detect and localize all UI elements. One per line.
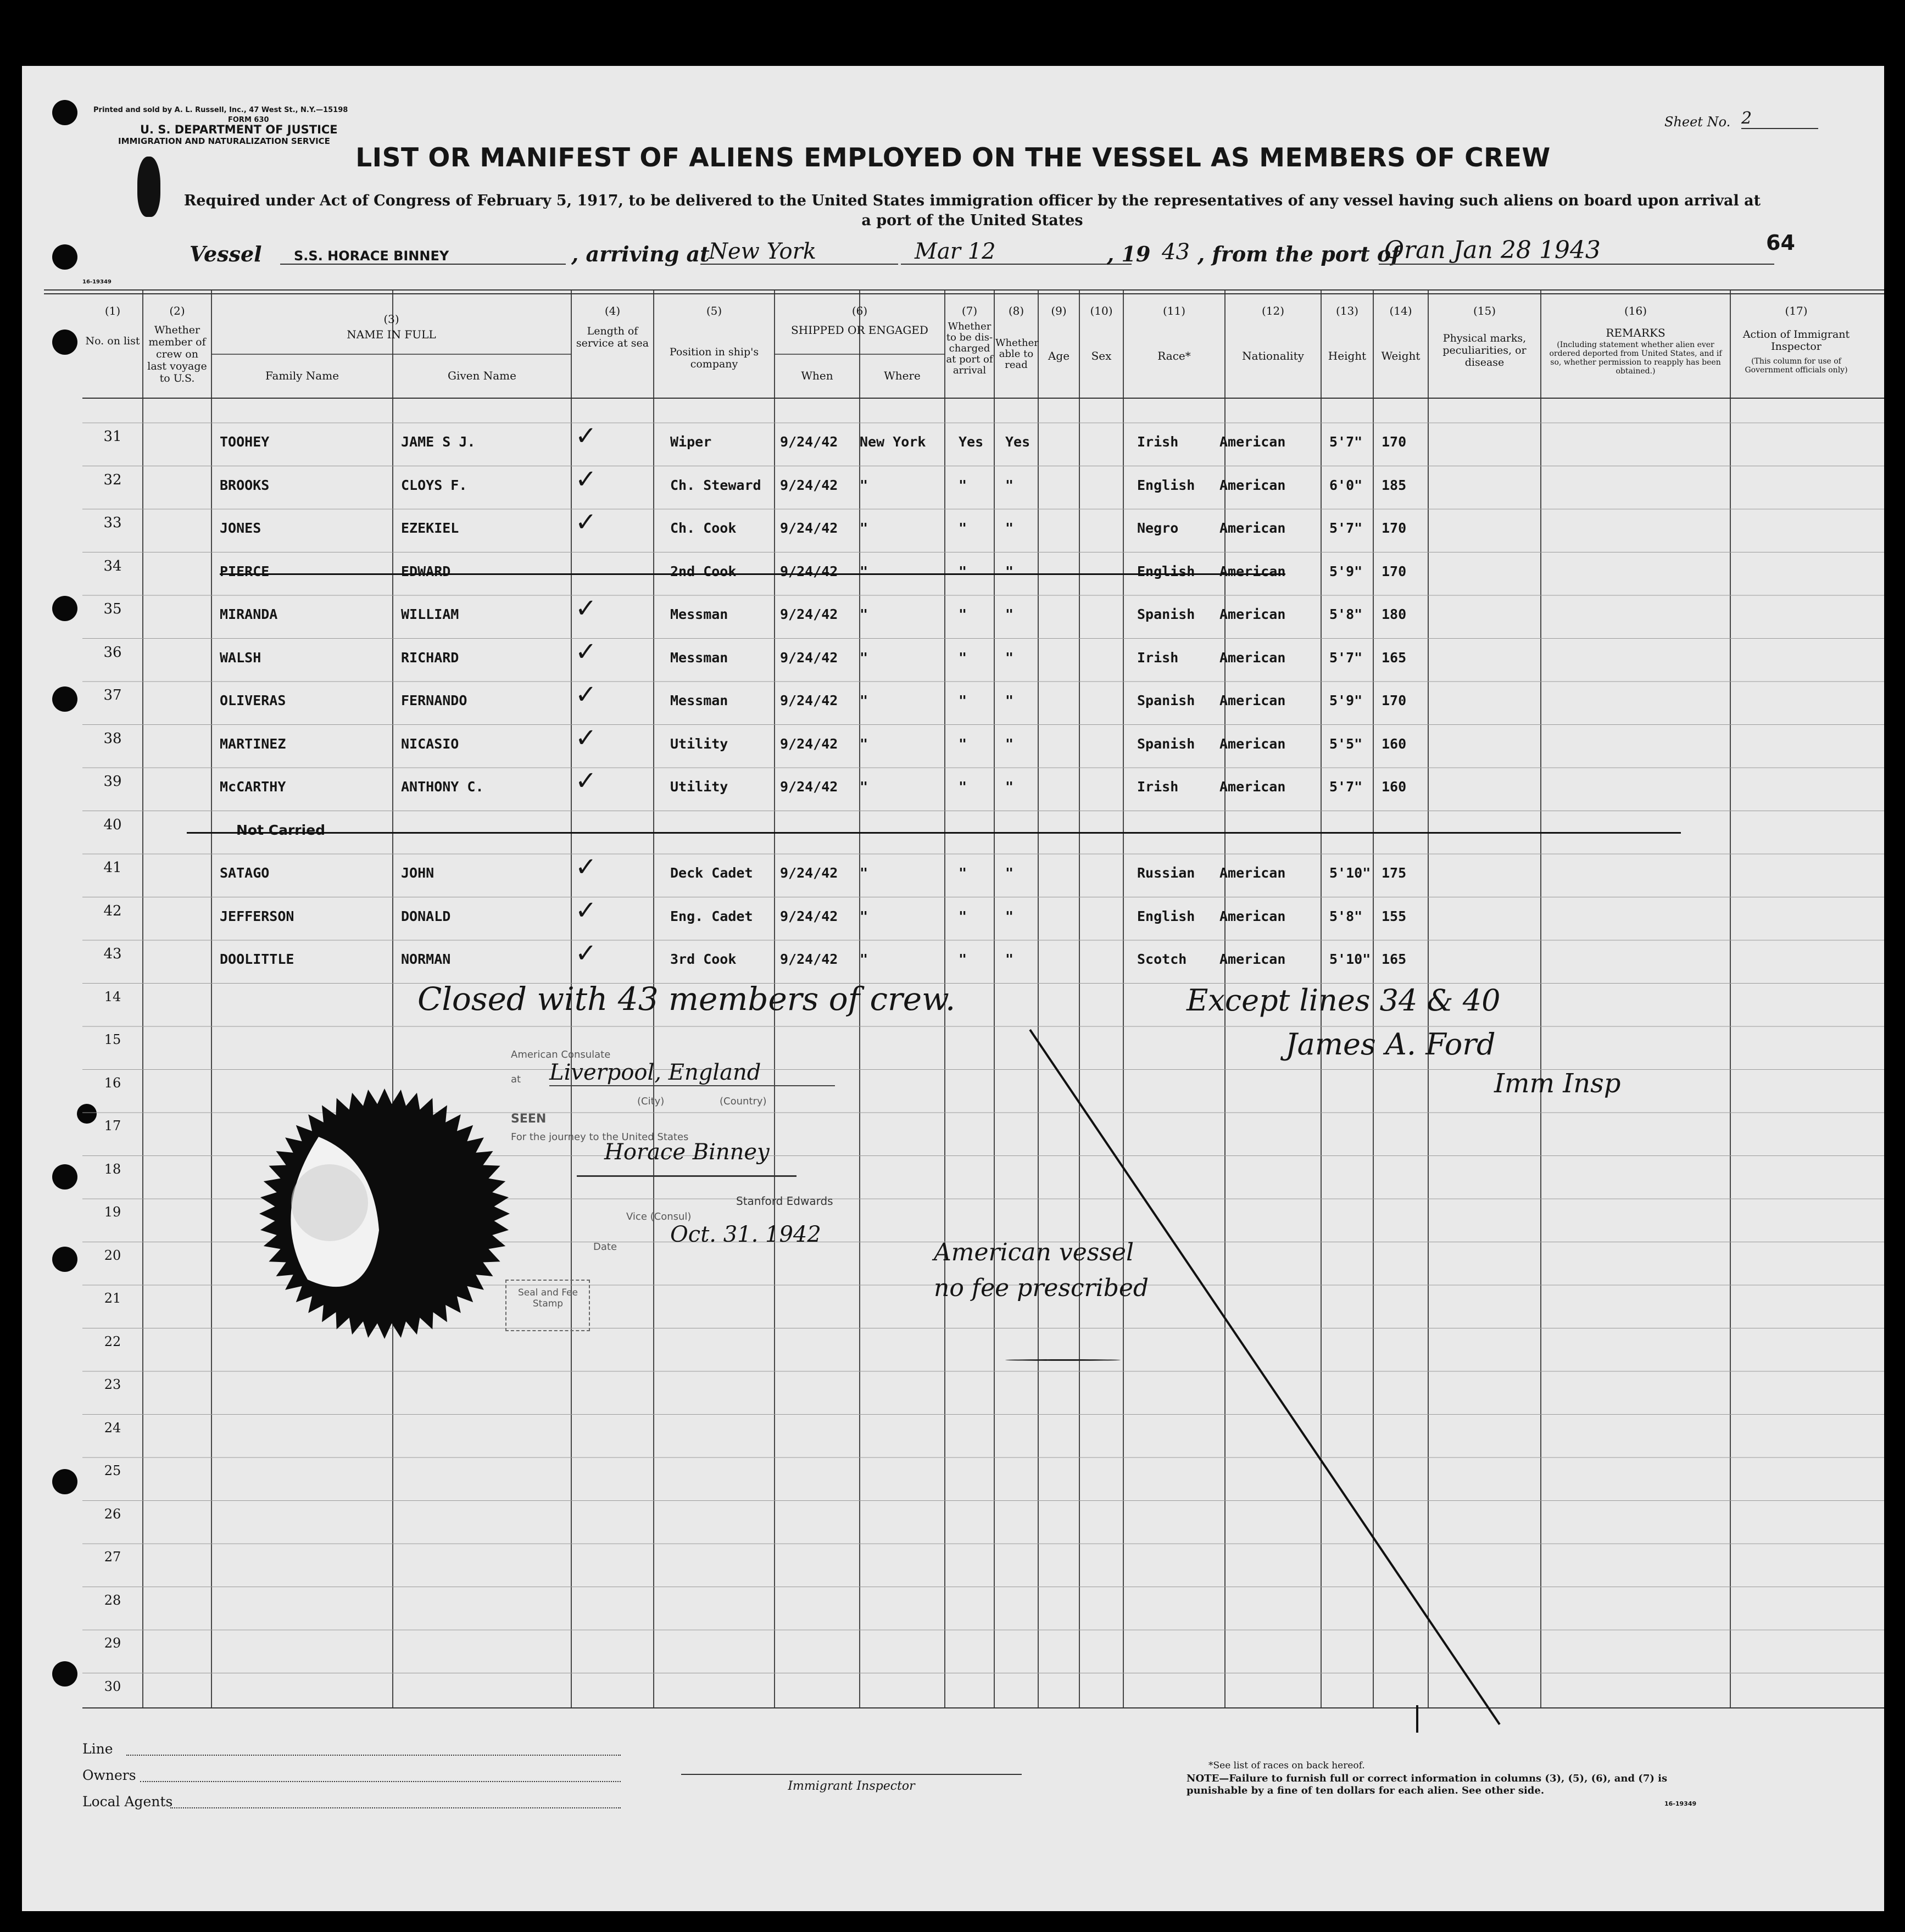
position: Messman <box>670 693 728 708</box>
col-3-num: (3) <box>383 312 399 326</box>
race: English <box>1137 563 1195 579</box>
col-7-num: (7) <box>961 304 978 317</box>
shipped-where: " <box>860 606 868 622</box>
service-check: ✓ <box>577 848 595 883</box>
height: 5'10" <box>1329 951 1371 967</box>
footer-note: NOTE—Failure to furnish full or correct information in columns (3), (5), (6), and (7) is punishable by a fine of ten dollars for each alien. See other side. <box>1187 1773 1668 1796</box>
family-name-header: Family Name <box>265 369 339 382</box>
consulate-at-label: at <box>511 1074 521 1085</box>
shipped-when: 9/24/42 <box>780 908 838 924</box>
shipped-where: " <box>860 649 868 666</box>
row-number: 30 <box>104 1678 121 1694</box>
sheet-number: 2 <box>1741 109 1818 129</box>
nationality: American <box>1219 606 1286 622</box>
row-number: 35 <box>103 601 122 617</box>
weight: 155 <box>1382 908 1407 924</box>
col-17-num: (17) <box>1785 304 1808 317</box>
able-to-read: " <box>1005 477 1014 493</box>
height: 5'10" <box>1329 865 1371 881</box>
able-to-read: " <box>1005 865 1014 881</box>
except-note: Except lines 34 & 40 <box>1187 983 1501 1018</box>
col-1-label: No. on list <box>85 335 140 347</box>
able-to-read: Yes <box>1005 434 1031 450</box>
discharged: " <box>959 606 967 622</box>
col-12-label: Nationality <box>1242 349 1304 362</box>
nationality: American <box>1219 951 1286 967</box>
discharged: " <box>959 908 967 924</box>
service-check: ✓ <box>577 891 595 926</box>
shipped-when: 9/24/42 <box>780 520 838 536</box>
row-number: 25 <box>104 1463 121 1478</box>
form-code: 16-19349 <box>82 279 112 285</box>
service-check: ✓ <box>577 504 595 538</box>
race: Spanish <box>1137 693 1195 708</box>
height: 5'7" <box>1329 434 1363 450</box>
weight: 160 <box>1382 779 1407 795</box>
height: 5'7" <box>1329 649 1363 666</box>
able-to-read: " <box>1005 735 1014 752</box>
family-name: JONES <box>220 520 261 536</box>
service-check: ✓ <box>577 633 595 668</box>
nationality: American <box>1219 779 1286 795</box>
family-name: Not Carried <box>236 822 326 838</box>
footer-code: 16-19349 <box>1664 1800 1697 1807</box>
arrival-date: Mar 12 <box>915 239 996 264</box>
consulate-vessel: Horace Binney <box>604 1140 770 1165</box>
position: Utility <box>670 735 728 752</box>
given-name-header: Given Name <box>448 369 516 382</box>
discharged: " <box>959 865 967 881</box>
manifest-sheet <box>22 66 1884 1911</box>
action-note: (This column for use of Government officials only) <box>1745 357 1848 375</box>
race: Irish <box>1137 649 1179 666</box>
position: 3rd Cook <box>670 951 737 967</box>
weight: 170 <box>1382 434 1407 450</box>
family-name: MIRANDA <box>220 606 278 622</box>
position: Eng. Cadet <box>670 908 753 924</box>
position: Utility <box>670 779 728 795</box>
row-number: 43 <box>103 946 122 962</box>
given-name: DONALD <box>401 908 451 924</box>
able-to-read: " <box>1005 649 1014 666</box>
owners-label: Owners <box>82 1767 136 1783</box>
family-name: MARTINEZ <box>220 735 286 752</box>
cancel-diagonal <box>22 66 1884 1911</box>
shipped-when: 9/24/42 <box>780 477 838 493</box>
form-number: FORM 630 <box>228 116 269 124</box>
shipped-where: " <box>860 735 868 752</box>
able-to-read: " <box>1005 951 1014 967</box>
service-check: ✓ <box>577 417 595 452</box>
col-5-num: (5) <box>706 304 722 317</box>
arriving-label: , arriving at <box>571 242 710 266</box>
col-15-label: Physical marks, peculiarities, or disease <box>1442 332 1527 368</box>
given-name: NORMAN <box>401 951 451 967</box>
inspector-signature: James A. Ford <box>1285 1027 1496 1062</box>
service-check: ✓ <box>577 762 595 797</box>
consul-label: Vice (Consul) <box>626 1211 692 1222</box>
row-number: 15 <box>104 1032 121 1047</box>
consulate-header: American Consulate <box>511 1049 611 1060</box>
discharged: " <box>959 477 967 493</box>
from-port: Oran Jan 28 1943 <box>1384 236 1601 264</box>
immigrant-inspector-label: Immigrant Inspector <box>788 1779 915 1793</box>
nationality: American <box>1219 520 1286 536</box>
consul-name: Stanford Edwards <box>736 1194 833 1208</box>
height: 5'7" <box>1329 520 1363 536</box>
page-number: 64 <box>1766 231 1795 255</box>
weight: 160 <box>1382 735 1407 752</box>
consulate-city: Liverpool, England <box>549 1060 835 1086</box>
shipped-where: " <box>860 779 868 795</box>
weight: 170 <box>1382 563 1407 579</box>
row-number: 32 <box>103 471 122 488</box>
given-name: JOHN <box>401 865 435 881</box>
col-4-label: Length of service at sea <box>576 325 649 349</box>
col-8-num: (8) <box>1008 304 1024 317</box>
row-number: 28 <box>104 1592 121 1608</box>
position: Messman <box>670 606 728 622</box>
form-subtitle: Required under Act of Congress of February 5, 1917, to be delivered to the United States immigration officer by the representatives of any vessel having such aliens on board upon arrival at a port of the United States <box>183 192 1761 229</box>
family-name: PIERCE <box>220 563 270 579</box>
no-fee-note: no fee prescribed <box>934 1274 1149 1302</box>
row-number: 19 <box>104 1204 121 1220</box>
able-to-read: " <box>1005 520 1014 536</box>
discharged: " <box>959 951 967 967</box>
row-number: 21 <box>104 1291 121 1306</box>
col-3-label: NAME IN FULL <box>347 328 436 341</box>
family-name: OLIVERAS <box>220 693 286 708</box>
position: Messman <box>670 649 728 666</box>
row-number: 33 <box>103 515 122 531</box>
nationality: American <box>1219 693 1286 708</box>
department: U. S. DEPARTMENT OF JUSTICE <box>140 123 338 136</box>
discharged: " <box>959 779 967 795</box>
race: Spanish <box>1137 606 1195 622</box>
col-2-num: (2) <box>169 304 185 317</box>
city-label: (City) <box>637 1096 665 1107</box>
row-number: 17 <box>104 1118 121 1133</box>
family-name: WALSH <box>220 649 261 666</box>
col-13-label: Height <box>1328 349 1367 362</box>
given-name: CLOYS F. <box>401 477 467 493</box>
shipped-when: 9/24/42 <box>780 434 838 450</box>
given-name: EZEKIEL <box>401 520 459 536</box>
weight: 175 <box>1382 865 1407 881</box>
height: 6'0" <box>1329 477 1363 493</box>
printer-line: Printed and sold by A. L. Russell, Inc., 47 West St., N.Y.—15198 <box>93 106 348 114</box>
able-to-read: " <box>1005 693 1014 708</box>
closed-note: Closed with 43 members of crew. <box>417 980 956 1018</box>
row-number: 37 <box>103 687 122 703</box>
col-9-label: Age <box>1048 349 1070 362</box>
given-name: RICHARD <box>401 649 459 666</box>
given-name: NICASIO <box>401 735 459 752</box>
family-name: SATAGO <box>220 865 270 881</box>
remarks-note: (Including statement whether alien ever ordered deported from United States, and if so, whether permission to reapply has been obtained.) <box>1549 340 1722 376</box>
shipped-where: New York <box>860 434 926 450</box>
shipped-when: 9/24/42 <box>780 693 838 708</box>
shipped-when: 9/24/42 <box>780 951 838 967</box>
col-10-label: Sex <box>1091 349 1112 362</box>
family-name: JEFFERSON <box>220 908 294 924</box>
inspector-title: Imm Insp <box>1494 1068 1621 1099</box>
service-check: ✓ <box>577 719 595 754</box>
shipped-when: 9/24/42 <box>780 779 838 795</box>
race: English <box>1137 908 1195 924</box>
position: Ch. Cook <box>670 520 737 536</box>
row-number: 41 <box>103 859 122 876</box>
row-number: 29 <box>104 1635 121 1651</box>
nationality: American <box>1219 477 1286 493</box>
height: 5'9" <box>1329 563 1363 579</box>
col-6-num: (6) <box>851 304 868 317</box>
vessel-name: S.S. HORACE BINNEY <box>294 248 449 264</box>
col-5-label: Position in ship's company <box>669 346 759 370</box>
row-number: 16 <box>104 1075 121 1091</box>
able-to-read: " <box>1005 779 1014 795</box>
row-number: 34 <box>103 557 122 574</box>
col-1-num: (1) <box>104 304 121 317</box>
shipped-when: 9/24/42 <box>780 865 838 881</box>
able-to-read: " <box>1005 908 1014 924</box>
row-number: 26 <box>104 1506 121 1522</box>
race: Irish <box>1137 434 1179 450</box>
service-check: ✓ <box>577 460 595 495</box>
race: Russian <box>1137 865 1195 881</box>
race: Negro <box>1137 520 1179 536</box>
col-15-num: (15) <box>1473 304 1496 317</box>
col-4-num: (4) <box>604 304 621 317</box>
shipped-when: 9/24/42 <box>780 649 838 666</box>
given-name: FERNANDO <box>401 693 467 708</box>
col-12-num: (12) <box>1261 304 1285 317</box>
service-check: ✓ <box>577 676 595 711</box>
vessel-label: Vessel <box>190 242 262 266</box>
when-header: When <box>801 369 833 382</box>
family-name: TOOHEY <box>220 434 270 450</box>
col-2-label: Whether member of crew on last voyage to U.S. <box>147 324 207 384</box>
country-label: (Country) <box>720 1096 767 1107</box>
shipped-when: 9/24/42 <box>780 563 838 579</box>
race: Spanish <box>1137 735 1195 752</box>
shipped-where: " <box>860 563 868 579</box>
shipped-where: " <box>860 908 868 924</box>
col-11-label: Race* <box>1157 349 1191 362</box>
shipped-where: " <box>860 693 868 708</box>
shipped-where: " <box>860 865 868 881</box>
shipped-where: " <box>860 477 868 493</box>
row-number: 24 <box>104 1420 121 1436</box>
shipped-when: 9/24/42 <box>780 735 838 752</box>
service-check: ✓ <box>577 935 595 969</box>
races-note: *See list of races on back hereof. <box>1208 1760 1365 1771</box>
race: Scotch <box>1137 951 1187 967</box>
given-name: EDWARD <box>401 563 451 579</box>
sheet-label: Sheet No. <box>1664 114 1731 130</box>
arriving-port: New York <box>709 239 816 264</box>
discharged: " <box>959 563 967 579</box>
col-16-num: (16) <box>1624 304 1647 317</box>
weight: 165 <box>1382 649 1407 666</box>
family-name: BROOKS <box>220 477 270 493</box>
service: IMMIGRATION AND NATURALIZATION SERVICE <box>118 136 330 146</box>
shipped-when: 9/24/42 <box>780 606 838 622</box>
american-vessel-note: American vessel <box>934 1238 1134 1266</box>
row-number: 23 <box>104 1377 121 1392</box>
able-to-read: " <box>1005 606 1014 622</box>
row-number: 39 <box>103 773 122 790</box>
row-number: 38 <box>103 730 122 747</box>
nationality: American <box>1219 865 1286 881</box>
nationality: American <box>1219 649 1286 666</box>
position: Wiper <box>670 434 712 450</box>
row-number: 18 <box>104 1161 121 1177</box>
row-number: 40 <box>103 816 122 833</box>
shipped-where: " <box>860 520 868 536</box>
col-6-label: SHIPPED OR ENGAGED <box>791 323 928 337</box>
row-number: 14 <box>104 989 121 1004</box>
col-10-num: (10) <box>1090 304 1113 317</box>
col-7-label: Whether to be dis-charged at port of arrival <box>946 321 993 376</box>
journey-label: For the journey to the United States <box>511 1131 689 1143</box>
discharged: " <box>959 649 967 666</box>
seal-label: Seal and Fee Stamp <box>518 1287 578 1309</box>
height: 5'5" <box>1329 735 1363 752</box>
height: 5'8" <box>1329 606 1363 622</box>
row-number: 27 <box>104 1549 121 1565</box>
shipped-where: " <box>860 951 868 967</box>
col-9-num: (9) <box>1051 304 1067 317</box>
given-name: JAME S J. <box>401 434 476 450</box>
col-16-label: REMARKS <box>1606 326 1666 339</box>
weight: 165 <box>1382 951 1407 967</box>
line-label: Line <box>82 1741 113 1757</box>
nationality: American <box>1219 908 1286 924</box>
row-number: 31 <box>103 428 122 445</box>
row-number: 36 <box>103 644 122 661</box>
arrival-year: 43 <box>1162 239 1190 265</box>
able-to-read: " <box>1005 563 1014 579</box>
col-11-num: (11) <box>1162 304 1186 317</box>
where-header: Where <box>884 369 921 382</box>
consulate-date: Oct. 31. 1942 <box>670 1222 821 1247</box>
race: English <box>1137 477 1195 493</box>
given-name: ANTHONY C. <box>401 779 484 795</box>
service-check: ✓ <box>577 590 595 624</box>
weight: 180 <box>1382 606 1407 622</box>
height: 5'7" <box>1329 779 1363 795</box>
nationality: American <box>1219 735 1286 752</box>
position: Deck Cadet <box>670 865 753 881</box>
position: Ch. Steward <box>670 477 761 493</box>
year-prefix: , 19 <box>1107 242 1151 266</box>
family-name: DOOLITTLE <box>220 951 294 967</box>
col-13-num: (13) <box>1335 304 1359 317</box>
weight: 185 <box>1382 477 1407 493</box>
col-8-label: Whether able to read <box>995 337 1039 371</box>
col-17-label: Action of Immigrant Inspector <box>1742 328 1850 353</box>
row-number: 42 <box>103 902 122 919</box>
row-number: 20 <box>104 1247 121 1263</box>
discharged: " <box>959 693 967 708</box>
nationality: American <box>1219 563 1286 579</box>
given-name: WILLIAM <box>401 606 459 622</box>
seen-label: SEEN <box>511 1112 547 1126</box>
weight: 170 <box>1382 520 1407 536</box>
weight: 170 <box>1382 693 1407 708</box>
discharged: " <box>959 735 967 752</box>
discharged: Yes <box>959 434 984 450</box>
local-agents-label: Local Agents <box>82 1794 173 1810</box>
nationality: American <box>1219 434 1286 450</box>
race: Irish <box>1137 779 1179 795</box>
family-name: McCARTHY <box>220 779 286 795</box>
row-number: 22 <box>104 1333 121 1349</box>
position: 2nd Cook <box>670 563 737 579</box>
col-14-num: (14) <box>1389 304 1412 317</box>
height: 5'9" <box>1329 693 1363 708</box>
form-title: LIST OR MANIFEST OF ALIENS EMPLOYED ON THE VESSEL AS MEMBERS OF CREW <box>355 143 1551 173</box>
discharged: " <box>959 520 967 536</box>
from-label: , from the port of <box>1197 242 1400 266</box>
col-14-label: Weight <box>1381 349 1421 362</box>
consulate-date-label: Date <box>593 1241 617 1253</box>
height: 5'8" <box>1329 908 1363 924</box>
